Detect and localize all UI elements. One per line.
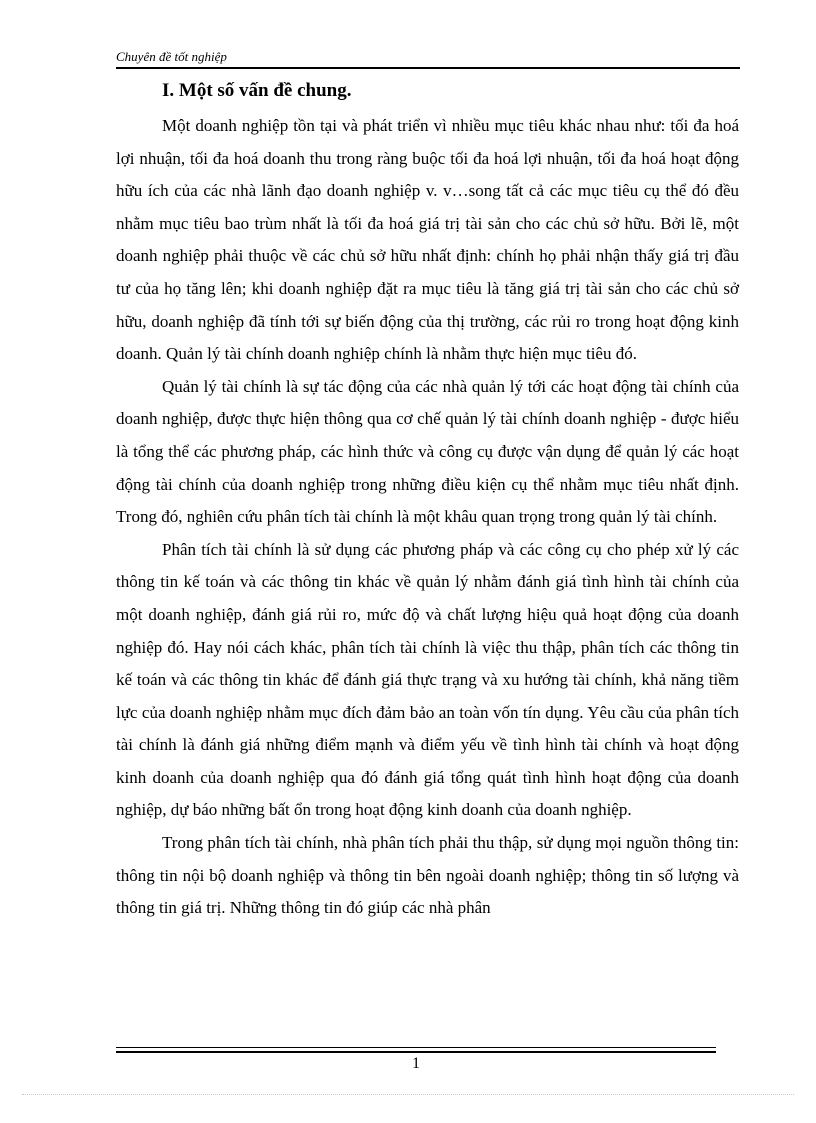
document-body — [116, 110, 739, 925]
running-header: Chuyên đề tốt nghiệp — [116, 49, 227, 64]
page-number: 1 — [412, 1055, 420, 1072]
paragraph: Một doanh nghiệp tồn tại và phát triển vì nhiều mục tiêu khác nhau như: tối đa hoá lợi nhuận, tối đa hoá doanh thu trong ràng buộc tối đa hoá lợi nhuận, tối đa hoá hoạt động hữu ích của các nhà lãnh đạo doanh nghiệp v. v…song tất cả các mục tiêu cụ thể đó đều nhằm mục tiêu bao trùm nhất là tối đa hoá giá trị tài sản cho các chủ sở hữu. Bởi lẽ, một doanh nghiệp phải thuộc về các chủ sở hữu nhất định: chính họ phải nhận thấy giá trị đầu tư của họ tăng lên; khi doanh nghiệp đặt ra mục tiêu là tăng giá trị tài sản cho các chủ sở hữu, doanh nghiệp đã tính tới sự biến động của thị trường, các rủi ro trong hoạt động kinh doanh. Quản lý tài chính doanh nghiệp chính là nhằm thực hiện mục tiêu đó. — [116, 116, 739, 364]
section-heading: I. Một số vấn đề chung. — [162, 80, 352, 101]
paragraph: Quản lý tài chính là sự tác động của các nhà quản lý tới các hoạt động tài chính của doanh nghiệp, được thực hiện thông qua cơ chế quản lý tài chính doanh nghiệp - được hiểu là tổng thể các phương pháp, các hình thức và công cụ được vận dụng để quản lý các hoạt động tài chính của doanh nghiệp trong những điều kiện cụ thể nhằm mục tiêu nhất định. Trong đó, nghiên cứu phân tích tài chính là một khâu quan trọng trong quản lý tài chính. — [116, 376, 739, 527]
footer-divider-thick — [116, 1051, 716, 1053]
paragraph: Phân tích tài chính là sử dụng các phương pháp và các công cụ cho phép xử lý các thông tin kế toán và các thông tin khác về quản lý nhằm đánh giá tình hình tài chính của một doanh nghiệp, đánh giá rủi ro, mức độ và chất lượng hiệu quả hoạt động của doanh nghiệp đó. Hay nói cách khác, phân tích tài chính là việc thu thập, phân tích các thông tin kế toán và các thông tin khác để đánh giá thực trạng và xu hướng tài chính, khả năng tiềm lực của doanh nghiệp nhằm mục đích đảm bảo an toàn vốn tín dụng. Yêu cầu của phân tích tài chính là đánh giá những điểm mạnh và điểm yếu về tình hình tài chính và hoạt động kinh doanh của doanh nghiệp qua đó đánh giá tổng quát tình hình hoạt động của doanh nghiệp, dự báo những bất ổn trong hoạt động kinh doanh của doanh nghiệp. — [116, 539, 739, 820]
paragraph: Trong phân tích tài chính, nhà phân tích phải thu thập, sử dụng mọi nguồn thông tin: thông tin nội bộ doanh nghiệp và thông tin bên ngoài doanh nghiệp; thông tin số lượng và thông tin giá trị. Những thông tin đó giúp các nhà phân — [116, 833, 739, 918]
footer-divider-thin — [116, 1047, 716, 1048]
header-divider — [116, 67, 740, 69]
page-boundary-dots — [22, 1094, 794, 1095]
